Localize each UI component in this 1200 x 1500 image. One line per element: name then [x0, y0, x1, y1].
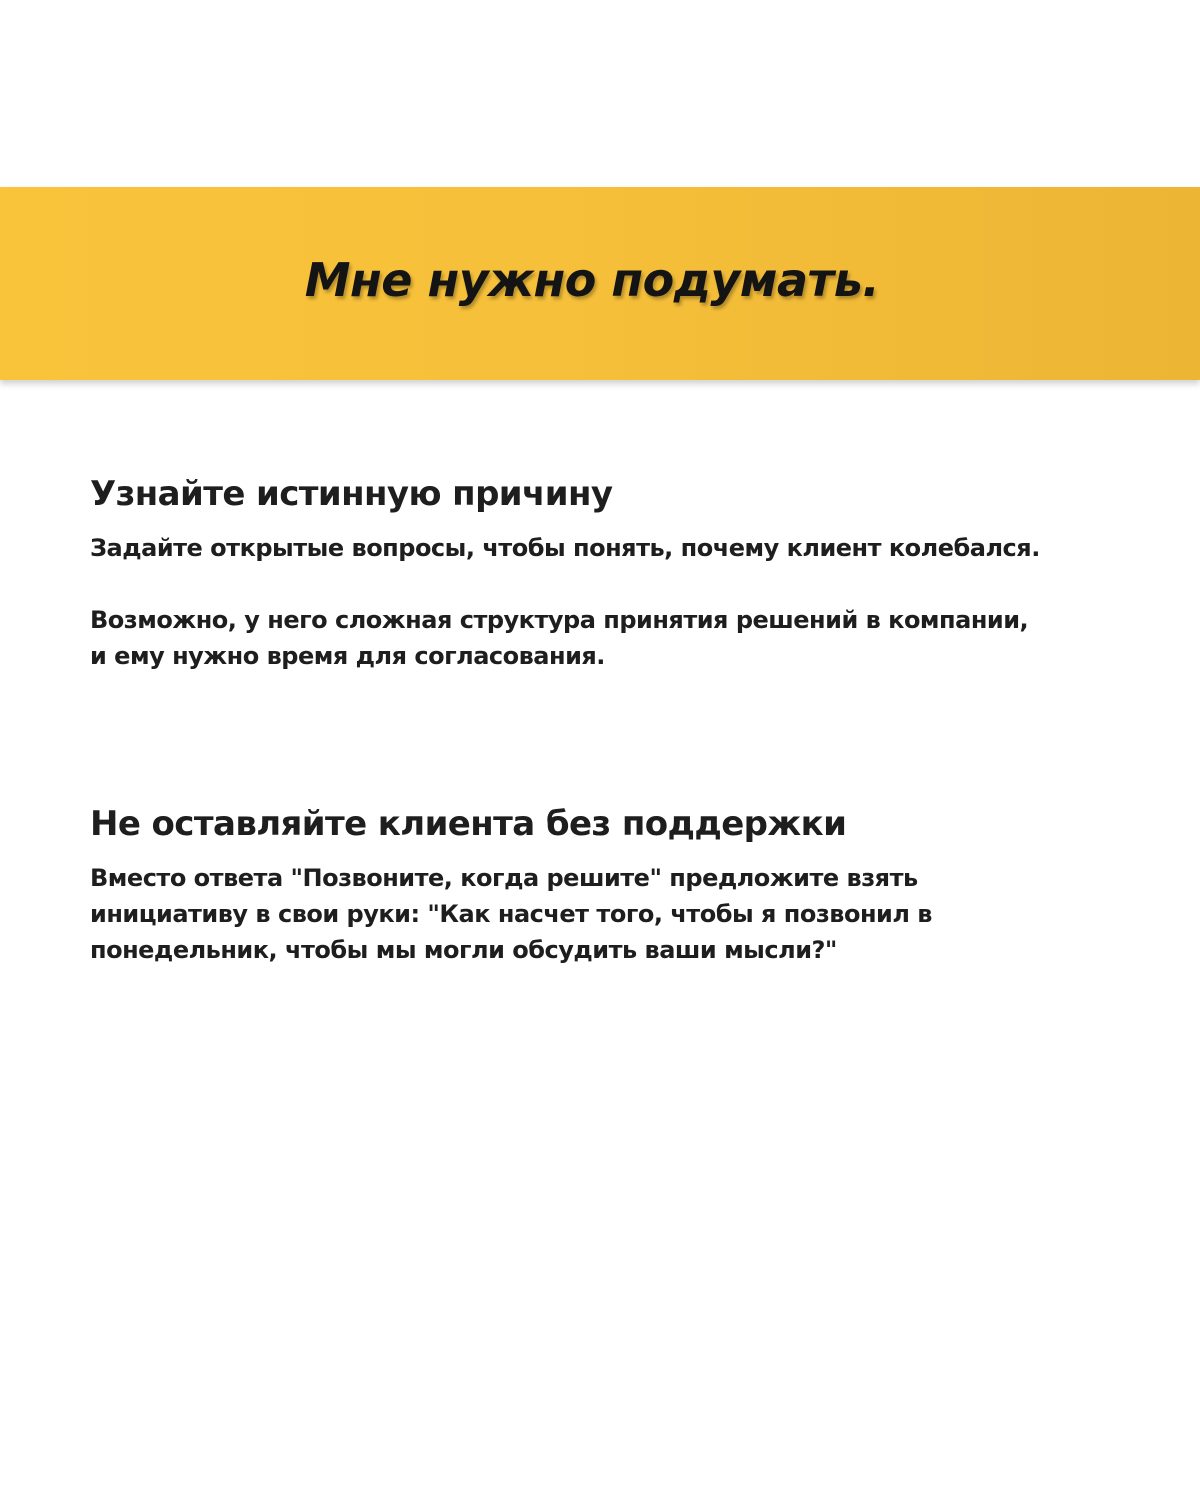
title-banner: [0, 187, 1200, 380]
section-paragraph: Вместо ответа "Позвоните, когда решите" предложите взять инициативу в свои руки: "Как насчет того, чтобы я позвонил в понедельник, чтобы мы могли обсудить ваши мысли?": [90, 864, 932, 964]
section-paragraph: Возможно, у него сложная структура принятия решений в компании, и ему нужно время для согласования.: [90, 606, 1029, 670]
banner-title: Мне нужно подумать.: [304, 252, 880, 307]
section-paragraph: Задайте открытые вопросы, чтобы понять, почему клиент колебался.: [90, 534, 1040, 562]
section-heading: Узнайте истинную причину: [90, 474, 613, 514]
section-true-reason: [90, 470, 1050, 674]
section-heading: Не оставляйте клиента без поддержки: [90, 804, 847, 844]
section-support: [90, 800, 1050, 968]
